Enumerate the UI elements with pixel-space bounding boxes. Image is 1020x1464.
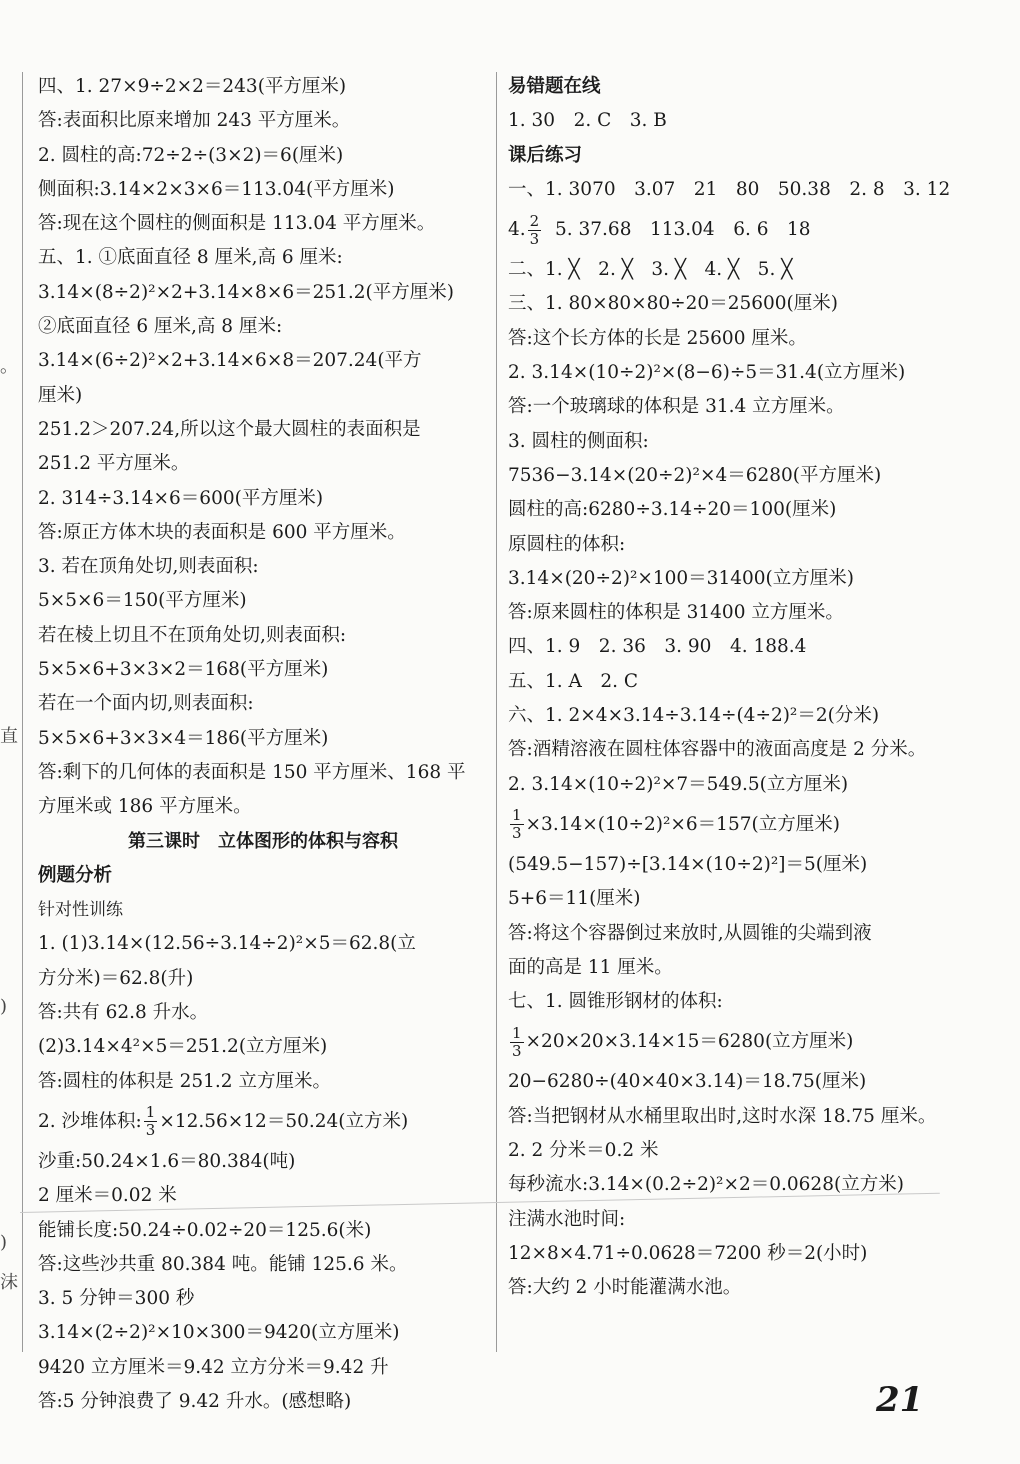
answer-line: 3.14×(8÷2)²×2+3.14×8×6＝251.2(平方厘米) [38,281,454,303]
answer-line: 答:圆柱的体积是 251.2 立方厘米。 [38,1070,331,1092]
lesson-title: 第三课时 立体图形的体积与容积 [128,830,398,852]
answer-line-with-fraction [508,1019,978,1065]
fraction-denominator: 3 [512,1041,522,1060]
answer-text: ×20×20×3.14×15＝6280(立方厘米) [525,1031,854,1053]
answer-line: 侧面积:3.14×2×3×6＝113.04(平方厘米) [38,178,395,200]
answer-line: 答:5 分钟浪费了 9.42 升水。(感想略) [38,1390,352,1412]
answer-line: 厘米) [38,384,83,406]
answer-line: 3.14×(2÷2)²×10×300＝9420(立方厘米) [38,1322,400,1344]
edge-mark: 。 [0,356,18,377]
right-column [508,70,978,1306]
answer-line: 方厘米或 186 平方厘米。 [38,796,252,818]
answer-line: 答:将这个容器倒过来放时,从圆锥的尖端到液 [508,922,872,944]
section-heading: 例题分析 [38,864,113,886]
answer-line: 2 厘米＝0.02 米 [38,1185,177,1207]
answer-line: 五、1. ①底面直径 8 厘米,高 6 厘米: [38,247,343,269]
fraction-numerator: 1 [512,806,522,825]
answer-line: 251.2＞207.24,所以这个最大圆柱的表面积是 [38,418,421,440]
answer-line: 5×5×6＝150(平方厘米) [38,590,247,612]
answer-line: 5×5×6+3×3×4＝186(平方厘米) [38,727,329,749]
answer-text: ×3.14×(10÷2)²×6＝157(立方厘米) [525,813,840,835]
answer-line: 答:原正方体木块的表面积是 600 平方厘米。 [38,521,406,543]
fraction-denominator: 3 [529,229,540,248]
fraction-denominator: 3 [512,824,522,843]
subsection-heading: 针对性训练 [38,900,123,921]
answer-line: 答:剩下的几何体的表面积是 150 平方厘米、168 平 [38,761,466,783]
answer-line: 面的高是 11 厘米。 [508,956,673,978]
left-column [38,70,488,1419]
answer-line: 答:现在这个圆柱的侧面积是 113.04 平方厘米。 [38,213,436,235]
answer-line: 答:共有 62.8 升水。 [38,1002,209,1024]
answer-text: 4. [508,219,526,241]
answer-line: ②底面直径 6 厘米,高 8 厘米: [38,316,283,338]
edge-mark: 沫 [0,1272,18,1293]
answer-line: 六、1. 2×4×3.14÷3.14÷(4÷2)²＝2(分米) [508,705,880,727]
answer-line: 20−6280÷(40×40×3.14)＝18.75(厘米) [508,1071,867,1093]
answer-text: 5. 37.68 113.04 6. 6 18 [554,219,811,241]
answer-line: 注满水池时间: [508,1208,626,1230]
answer-line: 原圆柱的体积: [508,533,626,555]
answer-line: 答:表面积比原来增加 243 平方厘米。 [38,110,351,132]
answer-line: 一、1. 3070 3.07 21 80 50.38 2. 8 3. 12 [508,178,951,200]
answer-line: 若在一个面内切,则表面积: [38,693,254,715]
fraction-one-third [510,1025,524,1060]
answer-line: 2. 3.14×(10÷2)²×(8−6)÷5＝31.4(立方厘米) [508,362,906,384]
column-divider [496,72,497,1352]
answer-line: (2)3.14×4²×5＝251.2(立方厘米) [38,1036,328,1058]
answer-line: 答:酒精溶液在圆柱体容器中的液面高度是 2 分米。 [508,739,927,761]
answer-line-with-fraction [508,207,978,253]
answer-line-with-fraction [38,1099,488,1145]
answer-line: 12×8×4.71÷0.0628＝7200 秒＝2(小时) [508,1242,868,1264]
fraction-one-third [144,1104,158,1139]
answer-line: 9420 立方厘米＝9.42 立方分米＝9.42 升 [38,1356,389,1378]
answer-line: 答:原来圆柱的体积是 31400 立方厘米。 [508,602,844,624]
answer-line-with-fraction [508,802,978,848]
answer-line: 答:大约 2 小时能灌满水池。 [508,1277,742,1299]
answer-line: 3.14×(6÷2)²×2+3.14×6×8＝207.24(平方 [38,350,422,372]
section-heading: 课后练习 [508,144,583,166]
answer-line: 1. 30 2. C 3. B [508,110,667,132]
answer-line: 3. 若在顶角处切,则表面积: [38,556,259,578]
page-number: 21 [876,1380,924,1420]
section-heading: 易错题在线 [508,76,601,97]
answer-line: 五、1. A 2. C [508,670,639,692]
answer-line: 1. (1)3.14×(12.56÷3.14÷2)²×5＝62.8(立 [38,933,416,955]
edge-mark: ) [0,1232,8,1253]
answer-line: 3. 圆柱的侧面积: [508,430,649,452]
answer-line: 三、1. 80×80×80÷20＝25600(厘米) [508,293,838,315]
answer-line: 2. 圆柱的高:72÷2÷(3×2)＝6(厘米) [38,144,344,166]
fraction-denominator: 3 [145,1121,156,1140]
left-margin-rule [22,72,23,1352]
answer-line: (549.5−157)÷[3.14×(10÷2)²]＝5(厘米) [508,853,868,875]
answer-line: 3.14×(20÷2)²×100＝31400(立方厘米) [508,567,854,589]
answer-line: 答:一个玻璃球的体积是 31.4 立方厘米。 [508,396,845,418]
answer-line: 3. 5 分钟＝300 秒 [38,1288,195,1310]
answer-line: 2. 2 分米＝0.2 米 [508,1140,659,1162]
edge-mark: ) [0,996,8,1017]
answer-line: 5+6＝11(厘米) [508,888,641,910]
fraction-one-third [510,807,524,842]
answer-text: ×12.56×12＝50.24(立方米) [159,1110,409,1132]
answer-line: 四、1. 9 2. 36 3. 90 4. 188.4 [508,636,807,658]
answer-line: 圆柱的高:6280÷3.14÷20＝100(厘米) [508,499,837,521]
answer-line: 若在棱上切且不在顶角处切,则表面积: [38,624,347,646]
answer-line: 251.2 平方厘米。 [38,453,190,475]
answer-line: 方分米)＝62.8(升) [38,967,194,989]
answer-line: 5×5×6+3×3×2＝168(平方厘米) [38,659,329,681]
answer-line: 每秒流水:3.14×(0.2÷2)²×2＝0.0628(立方米) [508,1174,904,1196]
answer-text: 2. 沙堆体积: [38,1110,142,1132]
answer-line: 沙重:50.24×1.6＝80.384(吨) [38,1150,296,1172]
answer-line: 7536−3.14×(20÷2)²×4＝6280(平方厘米) [508,464,882,486]
fraction-numerator: 2 [529,211,540,230]
answer-line: 能铺长度:50.24÷0.02÷20＝125.6(米) [38,1219,372,1241]
answer-line: 四、1. 27×9÷2×2＝243(平方厘米) [38,76,347,97]
fraction-numerator: 1 [512,1023,522,1042]
fraction-two-thirds [528,213,542,248]
answer-line: 答:这个长方体的长是 25600 厘米。 [508,327,807,349]
answer-line: 答:当把钢材从水桶里取出时,这时水深 18.75 厘米。 [508,1105,937,1127]
edge-mark: 直 [0,726,18,747]
answer-line: 2. 3.14×(10÷2)²×7＝549.5(立方厘米) [508,773,849,795]
answer-line: 2. 314÷3.14×6＝600(平方厘米) [38,487,324,509]
fraction-numerator: 1 [145,1103,156,1122]
answer-line: 七、1. 圆锥形钢材的体积: [508,991,723,1013]
answer-line: 二、1. ╳ 2. ╳ 3. ╳ 4. ╳ 5. ╳ [508,259,793,281]
answer-line: 答:这些沙共重 80.384 吨。能铺 125.6 米。 [38,1253,408,1275]
